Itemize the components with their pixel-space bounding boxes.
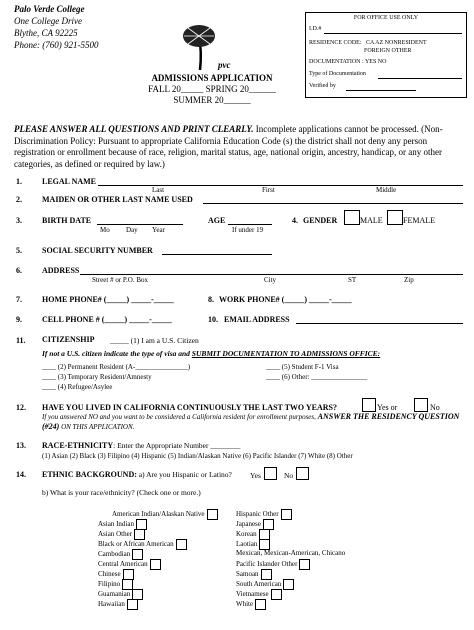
ssn-label: SOCIAL SECURITY NUMBER [42,246,153,255]
state-label: ST [348,276,357,284]
address-label: ADDRESS [42,266,80,275]
office-verified-by: Verified by [309,83,336,89]
race-checkbox[interactable] [150,559,161,570]
race-checkbox[interactable] [281,509,292,520]
palm-tree-logo [178,22,244,72]
logo-text: pvc [218,60,231,70]
term-line: FALL 20_____ SPRING 20______ [148,84,276,94]
day-label: Day [126,226,138,234]
hispanic-yes-checkbox[interactable] [264,467,277,480]
race-option-right[interactable]: Laotian [236,539,270,550]
intro-paragraph [14,124,466,170]
race-ethnicity-label: RACE-ETHNICITY: Enter the Appropriate Number ________ [42,441,241,450]
legal-name-label: LEGAL NAME [42,177,97,186]
race-checkbox[interactable] [283,579,294,590]
ethnic-background-label: ETHNIC BACKGROUND: a) Are you Hispanic or Latino? [42,470,232,479]
race-option-left[interactable]: Hawaiian [98,599,138,610]
address-field[interactable] [80,274,463,275]
citizen-option-5[interactable]: ____ (5) Student F-1 Visa [266,363,339,371]
race-option-right[interactable]: Pacific Islander Other [236,559,310,570]
race-option-right[interactable]: Mexican, Mexican-American, Chicano [236,549,346,557]
office-residence-label: RESIDENCE CODE: [309,40,362,46]
gender-label: GENDER [303,216,338,225]
email-label: EMAIL ADDRESS [224,315,290,324]
citizen-option-4[interactable]: ____ (4) Refugee/Asylee [42,383,113,391]
zip-label: Zip [404,276,414,284]
race-option-left[interactable]: Asian Indian [98,519,147,530]
race-option-right[interactable]: White [236,599,266,610]
q2-number: 2. [16,195,22,204]
race-ethnicity-instruction: : Enter the Appropriate Number ________ [113,441,241,450]
race-option-left[interactable]: Chinese [98,569,134,580]
hispanic-question: a) Are you Hispanic or Latino? [136,470,232,479]
email-field[interactable] [296,323,463,324]
race-option-right[interactable]: Japanese [236,519,274,530]
female-checkbox[interactable] [387,210,403,225]
race-ethnicity-options: (1) Asian (2) Black (3) Filipino (4) Hispanic (5) Indian/Alaskan Native (6) Pacific Islander (7) White (8) Other [42,452,353,460]
office-type-doc: Type of Documentation [309,71,366,77]
q4-number: 4. [292,216,298,225]
race-option-left[interactable]: Asian Other [98,529,145,540]
race-option-left[interactable]: Filipino [98,579,133,590]
street-label: Street # or P.O. Box [92,276,148,284]
q10-number: 10. [208,315,218,324]
home-phone-label: HOME PHONE# (_____) _____-_____ [42,295,174,304]
residency-yes-label: Yes or [377,403,398,412]
age-field[interactable] [228,224,272,225]
race-option-left[interactable]: Black or African American [98,539,187,550]
office-residence-codes: CA AZ NONRESIDENT [366,40,427,46]
citizen-option-6[interactable]: ____ (6) Other: ________________ [266,373,368,381]
form-title: ADMISSIONS APPLICATION [151,73,273,83]
mo-label: Mo [100,226,110,234]
race-option-left[interactable]: Central American [98,559,161,570]
birth-date-label: BIRTH DATE [42,216,92,225]
citizen-option-1[interactable]: _____ (1) I am a U.S. Citizen [110,336,199,345]
hispanic-no-checkbox[interactable] [296,467,309,480]
cell-phone-label: CELL PHONE # (_____) _____-_____ [42,315,172,324]
maiden-name-label: MAIDEN OR OTHER LAST NAME USED [42,195,193,204]
college-name: Palo Verde College [14,4,85,14]
race-option-right[interactable]: Vietnamese [236,589,282,600]
q8-number: 8. [208,295,214,304]
residency-text-a: If you answered NO and you want to be considered a California resident for enrollment purposes, [42,413,318,421]
q9-number: 9. [16,315,22,324]
male-checkbox[interactable] [344,210,360,225]
residency-yes-checkbox[interactable] [362,398,376,412]
work-phone-label: WORK PHONE# (_____) _____-_____ [219,295,352,304]
office-header: FOR OFFICE USE ONLY [353,15,419,21]
intro-lead: PLEASE ANSWER ALL QUESTIONS AND PRINT CLEARLY. [14,124,254,134]
college-address2: Blythe, CA 92225 [14,28,78,38]
q11-number: 11. [16,336,26,345]
race-option-right[interactable]: Korean [236,529,270,540]
residency-no-label: No [430,403,440,412]
age-label: AGE [208,216,226,225]
residency-text-c: ON THIS APPLICATION. [59,423,135,431]
hispanic-no-label: No [284,471,294,480]
office-residence-codes2: FOREIGN OTHER [364,48,412,54]
office-documentation: DOCUMENTATION : YES NO [309,59,387,65]
race-checkbox[interactable] [127,599,138,610]
citizenship-note [42,349,380,358]
residency-text-b: ANSWER THE RESIDENCY QUESTION (#24) [42,412,460,431]
race-option-left[interactable]: American Indian/Alaskan Native [112,509,218,520]
residency-no-checkbox[interactable] [414,398,428,412]
citizenship-note-b: SUBMIT DOCUMENTATION TO ADMISSIONS OFFICE: [191,349,381,358]
under-19-label: If under 19 [232,226,264,234]
race-option-left[interactable]: Guamanian [98,589,143,600]
q7-number: 7. [16,295,22,304]
female-label: FEMALE [403,216,435,225]
race-option-right[interactable]: Hispanic Other [236,509,292,520]
q13-number: 13. [16,441,26,450]
race-checkbox[interactable] [176,539,187,550]
summer-line: SUMMER 20______ [173,95,251,105]
residency-instructions [42,412,462,432]
citizenship-note-a: If not a U.S. citizen indicate the type of visa and [42,349,192,358]
intro-rest: Incomplete applications cannot be processed. (Non-Discrimination Policy: Pursuant to appropriate California Education Code (s) the district shall not deny any person registration or enrollment because of race, religion, marital status, age, national origin, ancestry, handicap, or any other categories, as defined or required by law.) [14,124,443,169]
race-checkbox[interactable] [299,559,310,570]
ssn-field[interactable] [162,254,272,255]
race-checkbox[interactable] [207,509,218,520]
q1-number: 1. [16,177,22,186]
q14-number: 14. [16,470,26,479]
birth-date-field[interactable] [97,224,183,225]
citizen-option-3[interactable]: ____ (3) Temporary Resident/Amnesty [42,373,152,381]
college-address1: One College Drive [14,16,82,26]
college-phone: Phone: (760) 921-5500 [14,40,99,50]
q12-number: 12. [16,403,26,412]
race-question-b: b) What is your race/ethnicity? (Check one or more.) [42,488,201,497]
male-label: MALE [360,216,383,225]
maiden-name-field[interactable] [203,203,463,204]
city-label: City [264,276,277,284]
race-checkbox[interactable] [271,589,282,600]
citizenship-label: CITIZENSHIP [42,335,95,344]
first-label: First [262,186,275,194]
middle-label: Middle [376,186,397,194]
race-option-right[interactable]: Samoan [236,569,272,580]
q6-number: 6. [16,266,22,275]
race-checkbox[interactable] [255,599,266,610]
q5-number: 5. [16,246,22,255]
office-id: I.D.# [309,26,322,32]
year-label: Year [152,226,165,234]
hispanic-yes-label: Yes [250,471,261,480]
office-use-box [305,12,467,98]
race-option-left[interactable]: Cambodian [98,549,143,560]
q3-number: 3. [16,216,22,225]
last-label: Last [152,186,165,194]
citizen-option-2[interactable]: ____ (2) Permanent Resident (A-_______________) [42,363,191,371]
california-residency-label: HAVE YOU LIVED IN CALIFORNIA CONTINUOUSLY THE LAST TWO YEARS? [42,403,337,412]
race-option-right[interactable]: South American [236,579,294,590]
